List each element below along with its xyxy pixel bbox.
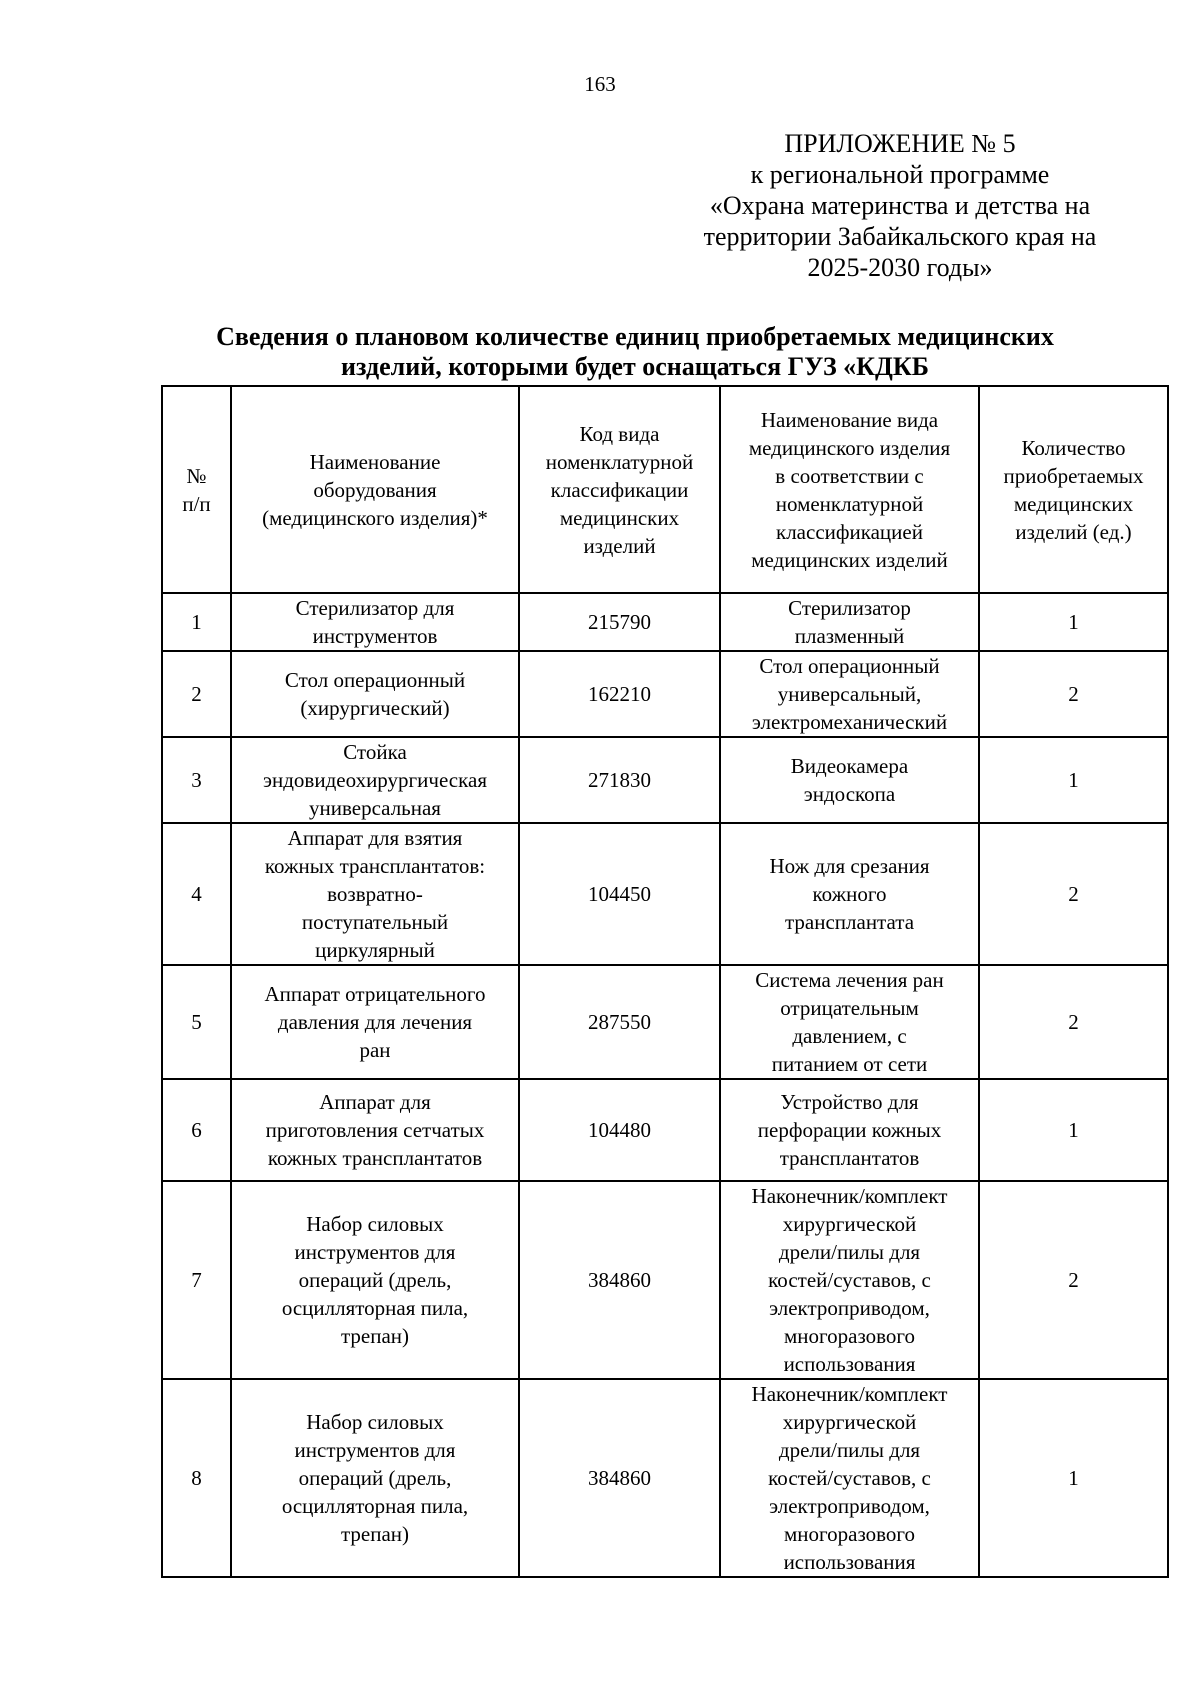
cell-quantity: 2 — [979, 965, 1168, 1079]
header-quantity: Количество приобретаемых медицинских изделий (ед.) — [979, 386, 1168, 593]
cell-nomenclature-code: 215790 — [519, 593, 720, 651]
cell-nomenclature-code: 162210 — [519, 651, 720, 737]
cell-number: 5 — [162, 965, 231, 1079]
cell-equipment-name: Набор силовых инструментов для операций (дрель, осцилляторная пила, трепан) — [231, 1181, 519, 1379]
table-row — [162, 965, 1168, 1079]
cell-quantity: 1 — [979, 1079, 1168, 1181]
cell-nomenclature-code: 271830 — [519, 737, 720, 823]
cell-number: 7 — [162, 1181, 231, 1379]
cell-device-type-name: Стол операционный универсальный, электромеханический — [720, 651, 979, 737]
cell-nomenclature-code: 384860 — [519, 1181, 720, 1379]
cell-device-type-name: Нож для срезания кожного трансплантата — [720, 823, 979, 965]
table-header-row — [162, 386, 1168, 593]
cell-equipment-name: Стол операционный (хирургический) — [231, 651, 519, 737]
header-equipment-name: Наименование оборудования (медицинского изделия)* — [231, 386, 519, 593]
cell-number: 3 — [162, 737, 231, 823]
cell-quantity: 1 — [979, 1379, 1168, 1577]
cell-equipment-name: Стойка эндовидеохирургическая универсальная — [231, 737, 519, 823]
cell-equipment-name: Аппарат отрицательного давления для лечения ран — [231, 965, 519, 1079]
cell-equipment-name: Набор силовых инструментов для операций (дрель, осцилляторная пила, трепан) — [231, 1379, 519, 1577]
table-row — [162, 737, 1168, 823]
appendix-line: 2025-2030 годы» — [807, 253, 993, 282]
cell-device-type-name: Система лечения ран отрицательным давлением, с питанием от сети — [720, 965, 979, 1079]
cell-device-type-name: Наконечник/комплект хирургической дрели/пилы для костей/суставов, с электроприводом, многоразового использования — [720, 1181, 979, 1379]
title-line: Сведения о плановом количестве единиц приобретаемых медицинских — [216, 322, 1054, 351]
appendix-heading — [670, 128, 1130, 283]
table-row — [162, 823, 1168, 965]
cell-number: 6 — [162, 1079, 231, 1181]
cell-device-type-name: Стерилизатор плазменный — [720, 593, 979, 651]
cell-equipment-name: Аппарат для взятия кожных трансплантатов: возвратно- поступательный циркулярный — [231, 823, 519, 965]
cell-device-type-name: Видеокамера эндоскопа — [720, 737, 979, 823]
cell-number: 4 — [162, 823, 231, 965]
cell-nomenclature-code: 384860 — [519, 1379, 720, 1577]
table-row — [162, 1379, 1168, 1577]
table-row — [162, 1079, 1168, 1181]
header-number: № п/п — [162, 386, 231, 593]
cell-quantity: 1 — [979, 737, 1168, 823]
table-body — [162, 593, 1168, 1577]
cell-nomenclature-code: 287550 — [519, 965, 720, 1079]
appendix-line: «Охрана материнства и детства на — [709, 191, 1091, 220]
cell-nomenclature-code: 104450 — [519, 823, 720, 965]
table-row — [162, 651, 1168, 737]
cell-quantity: 1 — [979, 593, 1168, 651]
cell-number: 1 — [162, 593, 231, 651]
cell-quantity: 2 — [979, 651, 1168, 737]
page-number: 163 — [584, 72, 616, 96]
cell-quantity: 2 — [979, 1181, 1168, 1379]
header-nomenclature-code: Код вида номенклатурной классификации медицинских изделий — [519, 386, 720, 593]
table-row — [162, 593, 1168, 651]
document-title — [150, 322, 1120, 382]
appendix-line: территории Забайкальского края на — [703, 222, 1097, 251]
cell-equipment-name: Аппарат для приготовления сетчатых кожных трансплантатов — [231, 1079, 519, 1181]
cell-number: 2 — [162, 651, 231, 737]
cell-device-type-name: Устройство для перфорации кожных трансплантатов — [720, 1079, 979, 1181]
cell-number: 8 — [162, 1379, 231, 1577]
header-device-type-name: Наименование вида медицинского изделия в соответствии с номенклатурной классификацией медицинских изделий — [720, 386, 979, 593]
cell-quantity: 2 — [979, 823, 1168, 965]
appendix-line: к региональной программе — [750, 160, 1050, 189]
title-line: изделий, которыми будет оснащаться ГУЗ «КДКБ — [341, 352, 929, 381]
cell-device-type-name: Наконечник/комплект хирургической дрели/пилы для костей/суставов, с электроприводом, многоразового использования — [720, 1379, 979, 1577]
appendix-line: ПРИЛОЖЕНИЕ № 5 — [784, 129, 1016, 158]
equipment-table — [161, 385, 1169, 1578]
cell-equipment-name: Стерилизатор для инструментов — [231, 593, 519, 651]
table-row — [162, 1181, 1168, 1379]
cell-nomenclature-code: 104480 — [519, 1079, 720, 1181]
